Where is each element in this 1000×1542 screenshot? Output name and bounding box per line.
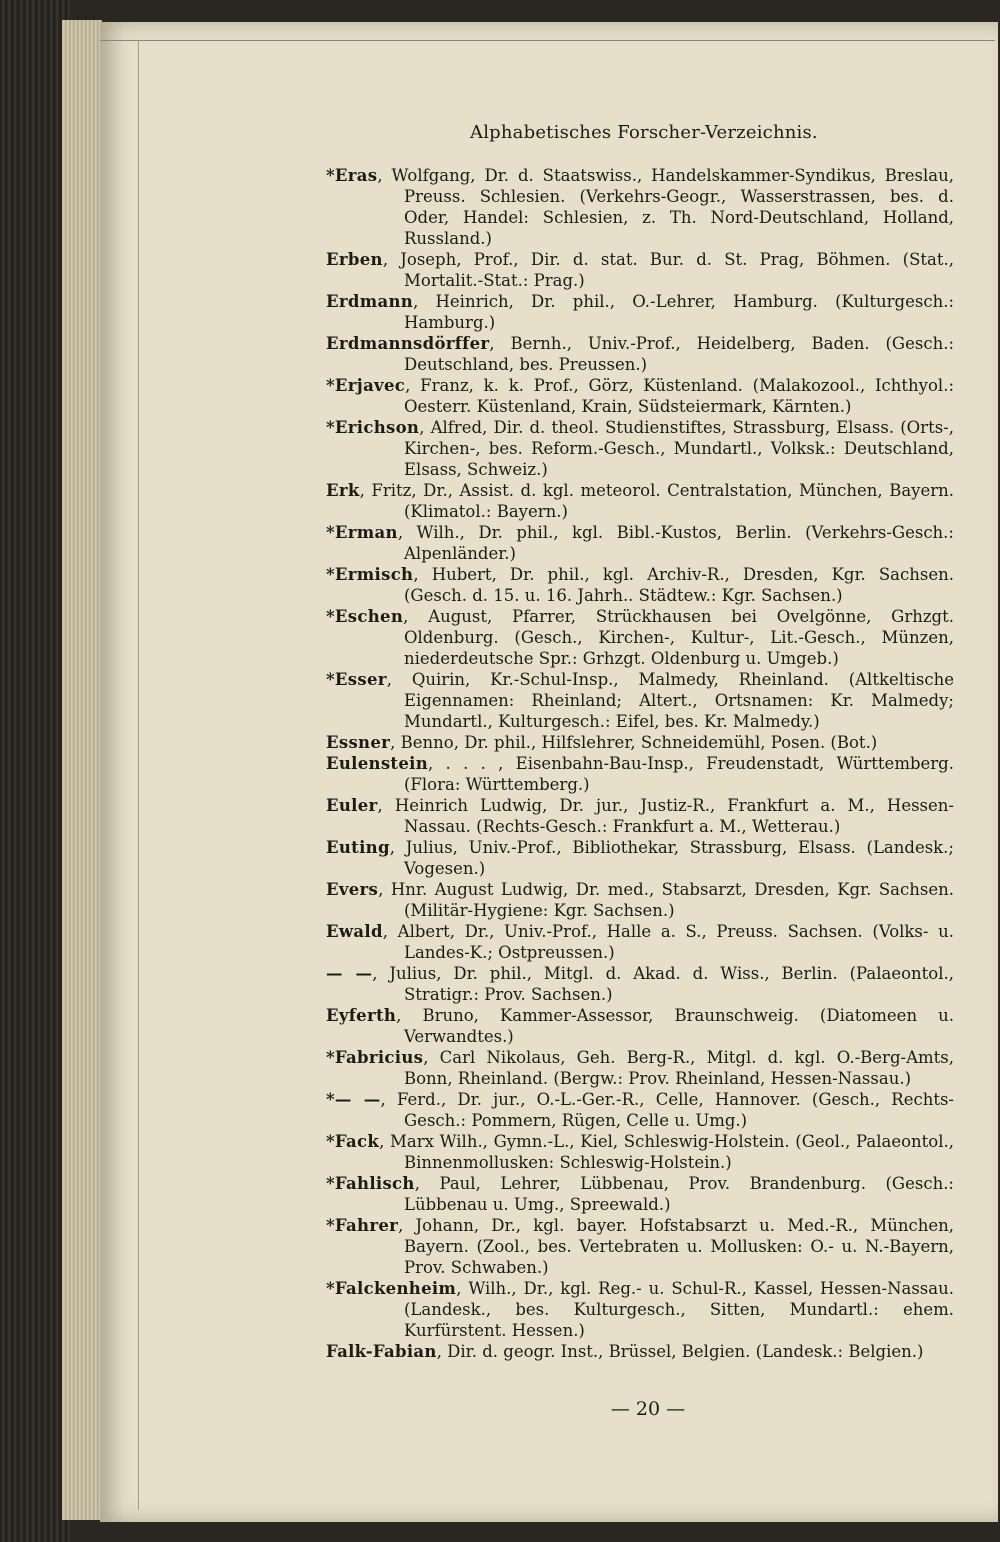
entry-name: Erben bbox=[326, 250, 383, 269]
directory-entry bbox=[326, 522, 954, 564]
entry-details: , Johann, Dr., kgl. bayer. Hofstabsarzt u. Med.-R., München, Bayern. (Zool., bes. Vertebraten u. Mollusken: O.- u. N.-Bayern, Prov. Schwaben.) bbox=[398, 1216, 954, 1277]
directory-entry bbox=[326, 564, 954, 606]
entry-details: , Fritz, Dr., Assist. d. kgl. meteorol. Centralstation, München, Bayern. (Klimatol.: Bayern.) bbox=[359, 481, 954, 521]
entry-details: , Wilh., Dr. phil., kgl. Bibl.-Kustos, Berlin. (Verkehrs-Gesch.: Alpenländer.) bbox=[397, 523, 954, 563]
directory-entry bbox=[326, 879, 954, 921]
directory-entry bbox=[326, 375, 954, 417]
page-edges bbox=[62, 20, 102, 1520]
entry-details: , Alfred, Dir. d. theol. Studienstiftes, Strassburg, Elsass. (Orts-, Kirchen-, bes. Reform.-Gesch., Mundartl., Volksk.: Deutschland, Elsass, Schweiz.) bbox=[404, 418, 954, 479]
entry-name: Essner bbox=[326, 733, 391, 752]
entry-name: *Erjavec bbox=[326, 376, 406, 395]
directory-entry bbox=[326, 669, 954, 732]
entry-details: , Quirin, Kr.-Schul-Insp., Malmedy, Rheinland. (Altkeltische Eigennamen: Rheinland; Altert., Ortsnamen: Kr. Malmedy; Mundartl., Kulturgesch.: Eifel, bes. Kr. Malmedy.) bbox=[386, 670, 954, 731]
entry-details: , Bernh., Univ.-Prof., Heidelberg, Baden. (Gesch.: Deutschland, bes. Preussen.) bbox=[404, 334, 954, 374]
entry-details: , Julius, Dr. phil., Mitgl. d. Akad. d. Wiss., Berlin. (Palaeontol., Stratigr.: Prov. Sachsen.) bbox=[372, 964, 954, 1004]
entry-name: Evers bbox=[326, 880, 379, 899]
entry-details: , . . . , Eisenbahn-Bau-Insp., Freudenstadt, Württemberg. (Flora: Württemberg.) bbox=[404, 754, 954, 794]
directory-entry bbox=[326, 165, 954, 249]
directory-entry bbox=[326, 963, 954, 1005]
entry-details: , Hubert, Dr. phil., kgl. Archiv-R., Dresden, Kgr. Sachsen. (Gesch. d. 15. u. 16. Jahrh.. Städtew.: Kgr. Sachsen.) bbox=[404, 565, 954, 605]
directory-entry bbox=[326, 1047, 954, 1089]
directory-entry bbox=[326, 291, 954, 333]
directory-entry bbox=[326, 795, 954, 837]
entry-details: , Marx Wilh., Gymn.-L., Kiel, Schleswig-Holstein. (Geol., Palaeontol., Binnenmollusken: Schleswig-Holstein.) bbox=[379, 1132, 954, 1172]
directory-entry bbox=[326, 1215, 954, 1278]
entry-name: *Eras bbox=[326, 166, 378, 185]
running-header: Alphabetisches Forscher-Verzeichnis. bbox=[470, 122, 818, 143]
entry-name: *Fabricius bbox=[326, 1048, 424, 1067]
directory-entry bbox=[326, 753, 954, 795]
entry-details: , Hnr. August Ludwig, Dr. med., Stabsarzt, Dresden, Kgr. Sachsen. (Militär-Hygiene: Kgr. Sachsen.) bbox=[378, 880, 954, 920]
entry-details: , Julius, Univ.-Prof., Bibliothekar, Strassburg, Elsass. (Landesk.; Vogesen.) bbox=[389, 838, 954, 878]
entry-name: Eyferth bbox=[326, 1006, 397, 1025]
directory-entry bbox=[326, 1089, 954, 1131]
entry-name: *— — bbox=[326, 1090, 381, 1109]
entry-name: Erdmann bbox=[326, 292, 414, 311]
entry-name: *Erman bbox=[326, 523, 398, 542]
entry-name: — — bbox=[326, 964, 373, 983]
entry-name: *Fack bbox=[326, 1132, 380, 1151]
entry-name: Erk bbox=[326, 481, 360, 500]
entry-name: Falk-Fabian bbox=[326, 1342, 437, 1361]
entry-details: , Joseph, Prof., Dir. d. stat. Bur. d. St. Prag, Böhmen. (Stat., Mortalit.-Stat.: Prag.) bbox=[382, 250, 954, 290]
book-binding bbox=[0, 0, 70, 1542]
directory-entry bbox=[326, 732, 954, 753]
entry-name: *Eschen bbox=[326, 607, 404, 626]
entry-name: *Esser bbox=[326, 670, 387, 689]
entry-details: , Benno, Dr. phil., Hilfslehrer, Schneidemühl, Posen. (Bot.) bbox=[390, 733, 878, 752]
entry-name: *Falckenheim bbox=[326, 1279, 457, 1298]
entry-name: *Erichson bbox=[326, 418, 420, 437]
directory-entry bbox=[326, 480, 954, 522]
directory-entry bbox=[326, 1131, 954, 1173]
directory-entry bbox=[326, 606, 954, 669]
directory-entry bbox=[326, 921, 954, 963]
entry-name: Euler bbox=[326, 796, 378, 815]
entry-details: , Wilh., Dr., kgl. Reg.- u. Schul-R., Kassel, Hessen-Nassau. (Landesk., bes. Kulturgesch., Sitten, Mundartl.: ehem. Kurfürstent. Hessen.) bbox=[404, 1279, 954, 1340]
entry-name: Eulenstein bbox=[326, 754, 429, 773]
entry-details: , Franz, k. k. Prof., Görz, Küstenland. (Malakozool., Ichthyol.: Oesterr. Küstenland, Krain, Südsteiermark, Kärnten.) bbox=[404, 376, 954, 416]
entry-details: , Paul, Lehrer, Lübbenau, Prov. Brandenburg. (Gesch.: Lübbenau u. Umg., Spreewald.) bbox=[404, 1174, 954, 1214]
left-rule bbox=[138, 40, 139, 1510]
entry-details: , Wolfgang, Dr. d. Staatswiss., Handelskammer-Syndikus, Breslau, Preuss. Schlesien. (Verkehrs-Geogr., Wasserstrassen, bes. d. Oder, Handel: Schlesien, z. Th. Nord-Deutschland, Holland, Russland.) bbox=[377, 166, 954, 248]
entry-details: , Heinrich, Dr. phil., O.-Lehrer, Hamburg. (Kulturgesch.: Hamburg.) bbox=[404, 292, 954, 332]
top-rule bbox=[100, 40, 995, 41]
directory-entry bbox=[326, 333, 954, 375]
entry-details: , Albert, Dr., Univ.-Prof., Halle a. S., Preuss. Sachsen. (Volks- u. Landes-K.; Ostpreussen.) bbox=[382, 922, 954, 962]
entry-details: , Bruno, Kammer-Assessor, Braunschweig. (Diatomeen u. Verwandtes.) bbox=[396, 1006, 954, 1046]
directory-entry bbox=[326, 1005, 954, 1047]
directory-entry bbox=[326, 1341, 954, 1362]
entry-name: Euting bbox=[326, 838, 390, 857]
entry-list bbox=[326, 165, 954, 1362]
entry-details: , Ferd., Dr. jur., O.-L.-Ger.-R., Celle, Hannover. (Gesch., Rechts-Gesch.: Pommern, Rügen, Celle u. Umg.) bbox=[380, 1090, 955, 1130]
directory-entry bbox=[326, 417, 954, 480]
directory-entry bbox=[326, 1278, 954, 1341]
entry-details: , Carl Nikolaus, Geh. Berg-R., Mitgl. d. kgl. O.-Berg-Amts, Bonn, Rheinland. (Bergw.: Prov. Rheinland, Hessen-Nassau.) bbox=[404, 1048, 954, 1088]
entry-details: , Dir. d. geogr. Inst., Brüssel, Belgien. (Landesk.: Belgien.) bbox=[436, 1342, 924, 1361]
directory-entry bbox=[326, 249, 954, 291]
entry-name: *Fahlisch bbox=[326, 1174, 415, 1193]
page-number: — 20 — bbox=[610, 1398, 686, 1420]
entry-name: *Ermisch bbox=[326, 565, 414, 584]
entry-name: Ewald bbox=[326, 922, 383, 941]
directory-entry bbox=[326, 1173, 954, 1215]
entry-details: , August, Pfarrer, Strückhausen bei Ovelgönne, Grhzgt. Oldenburg. (Gesch., Kirchen-, Kultur-, Lit.-Gesch., Münzen, niederdeutsche Spr.: Grhzgt. Oldenburg u. Umgeb.) bbox=[403, 607, 954, 668]
entry-details: , Heinrich Ludwig, Dr. jur., Justiz-R., Frankfurt a. M., Hessen-Nassau. (Rechts-Gesch.: Frankfurt a. M., Wetterau.) bbox=[377, 796, 954, 836]
entry-name: *Fahrer bbox=[326, 1216, 399, 1235]
entry-name: Erdmannsdörffer bbox=[326, 334, 490, 353]
directory-entry bbox=[326, 837, 954, 879]
